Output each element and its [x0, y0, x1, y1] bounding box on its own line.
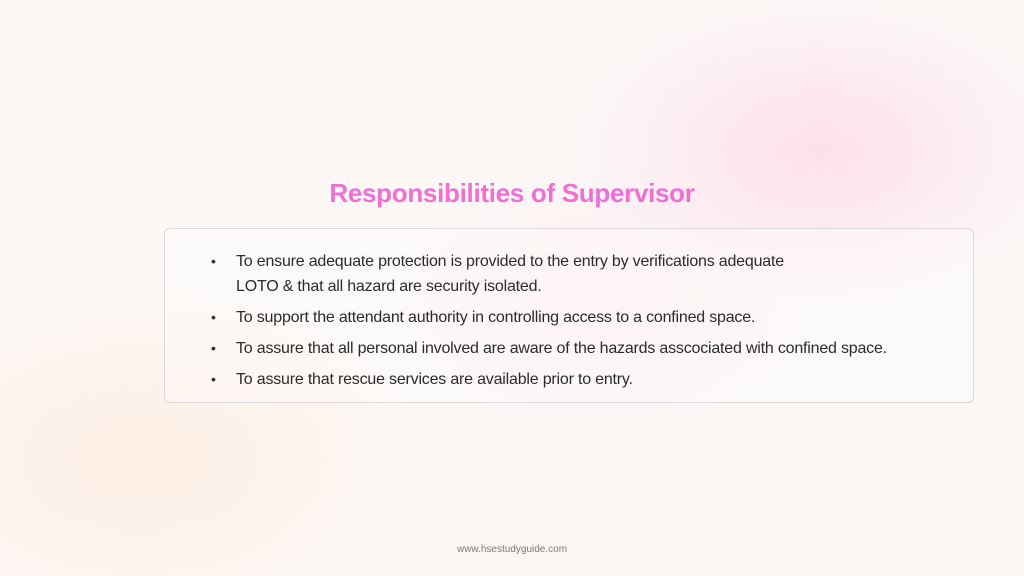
list-item [165, 367, 887, 392]
bullet-icon: • [211, 340, 216, 356]
bullet-icon: • [211, 309, 216, 325]
list-item-text: LOTO & that all hazard are security isolated. [236, 278, 542, 295]
list-item-text: To ensure adequate protection is provided to the entry by verifications adequate [236, 253, 784, 270]
list-item [165, 249, 887, 299]
list-item-text: To assure that rescue services are available prior to entry. [236, 371, 633, 388]
list-item-text: To assure that all personal involved are aware of the hazards asscociated with confined space. [236, 340, 887, 357]
responsibility-list [165, 249, 887, 398]
list-item-text: To support the attendant authority in controlling access to a confined space. [236, 309, 756, 326]
list-item [165, 336, 887, 361]
list-item [165, 305, 887, 330]
footer-website: www.hsestudyguide.com [456, 544, 568, 555]
bullet-icon: • [211, 253, 216, 269]
slide-title: Responsibilities of Supervisor [329, 178, 695, 208]
content-box [164, 228, 974, 403]
bullet-icon: • [211, 371, 216, 387]
